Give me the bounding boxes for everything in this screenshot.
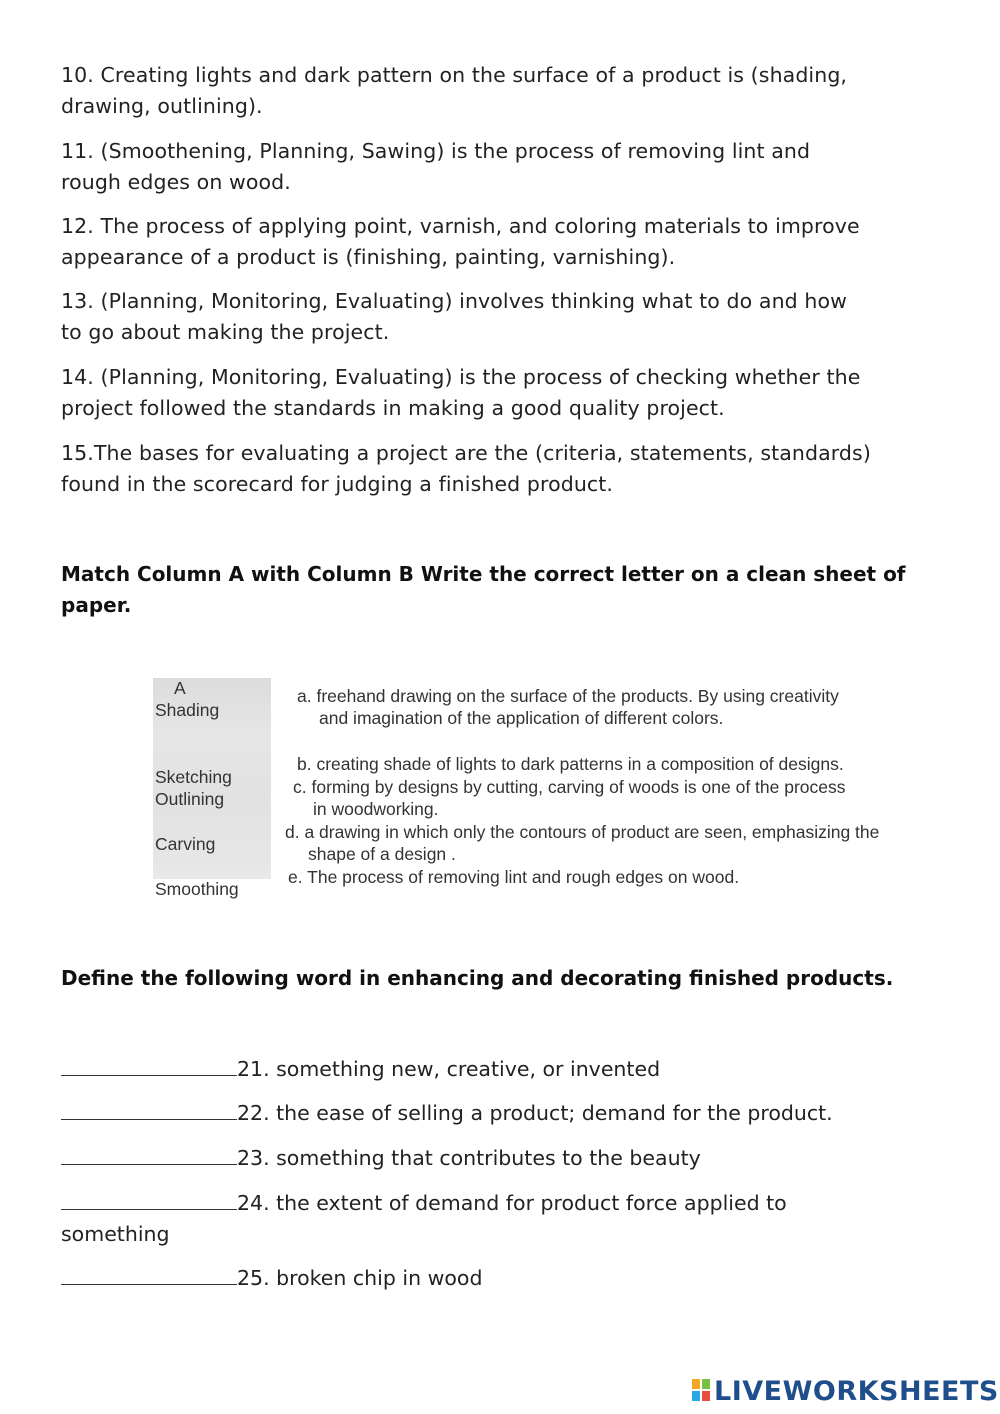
question-12-line2: appearance of a product is (finishing, painting, varnishing). [61, 245, 676, 269]
column-b-item-d [285, 821, 879, 865]
liveworksheets-logo [692, 1373, 999, 1409]
definition-item-24 [61, 1187, 941, 1250]
definition-text-24: 24. the extent of demand for product force applied to [237, 1191, 787, 1215]
column-a-item-smoothing: Smoothing [155, 879, 239, 899]
question-15-line1: 15.The bases for evaluating a project are the (criteria, statements, standards) [61, 441, 871, 465]
question-14-line2: project followed the standards in making a good quality project. [61, 396, 725, 420]
column-b-item-c-line1: c. forming by designs by cutting, carving of woods is one of the process [293, 777, 846, 797]
column-a-item-shading: Shading [155, 700, 220, 720]
column-b-item-d-line1: d. a drawing in which only the contours of product are seen, emphasizing the [285, 822, 880, 842]
column-a-item-sketching: Sketching [155, 767, 232, 787]
question-13-line2: to go about making the project. [61, 320, 390, 344]
column-b-item-b [297, 753, 844, 775]
column-b-item-a-line1: a. freehand drawing on the surface of the products. By using creativity [297, 686, 839, 706]
matching-table [150, 672, 980, 907]
answer-blank-24[interactable] [61, 1187, 237, 1210]
question-11-line2: rough edges on wood. [61, 170, 291, 194]
definition-item-21 [61, 1053, 941, 1085]
liveworksheets-logo-icon [692, 1379, 712, 1403]
question-11 [61, 136, 951, 198]
definition-text-24-continuation: something [61, 1222, 170, 1246]
question-11-line1: 11. (Smoothening, Planning, Sawing) is the process of removing lint and [61, 139, 811, 163]
column-b-item-b-line1: b. creating shade of lights to dark patterns in a composition of designs. [297, 754, 844, 774]
column-a-item-carving: Carving [155, 834, 216, 854]
column-a-header: A [174, 678, 186, 698]
column-b-item-c [293, 776, 846, 820]
definition-text-22: 22. the ease of selling a product; demand for the product. [237, 1101, 833, 1125]
column-a-item-outlining: Outlining [155, 789, 225, 809]
answer-blank-25[interactable] [61, 1262, 237, 1285]
match-instruction-line2: paper. [61, 593, 132, 617]
column-b-item-a-line2: and imagination of the application of different colors. [319, 708, 724, 728]
question-15-line2: found in the scorecard for judging a finished product. [61, 472, 614, 496]
definition-text-25: 25. broken chip in wood [237, 1266, 483, 1290]
question-10 [61, 60, 951, 122]
definition-item-23 [61, 1142, 941, 1174]
liveworksheets-logo-text: LIVEWORKSHEETS [714, 1375, 999, 1407]
question-10-line1: 10. Creating lights and dark pattern on the surface of a product is (shading, [61, 63, 848, 87]
question-14-line1: 14. (Planning, Monitoring, Evaluating) is the process of checking whether the [61, 365, 861, 389]
answer-blank-22[interactable] [61, 1097, 237, 1120]
question-12-line1: 12. The process of applying point, varnish, and coloring materials to improve [61, 214, 860, 238]
definition-item-25 [61, 1262, 941, 1294]
column-b-item-c-line2: in woodworking. [313, 799, 439, 819]
column-b-item-e-line1: e. The process of removing lint and rough edges on wood. [288, 867, 740, 887]
definition-item-22 [61, 1097, 941, 1129]
answer-blank-23[interactable] [61, 1142, 237, 1165]
question-14 [61, 362, 951, 424]
answer-blank-21[interactable] [61, 1053, 237, 1076]
question-10-line2: drawing, outlining). [61, 94, 263, 118]
column-b-item-a [297, 685, 839, 729]
definition-text-21: 21. something new, creative, or invented [237, 1057, 661, 1081]
question-13 [61, 286, 951, 348]
question-13-line1: 13. (Planning, Monitoring, Evaluating) involves thinking what to do and how [61, 289, 847, 313]
match-instruction-line1: Match Column A with Column B Write the correct letter on a clean sheet of [61, 562, 906, 586]
column-b-item-e [288, 866, 739, 888]
definition-text-23: 23. something that contributes to the beauty [237, 1146, 701, 1170]
match-instruction [61, 559, 941, 621]
define-instruction: Define the following word in enhancing and decorating finished products. [61, 966, 894, 990]
question-12 [61, 211, 951, 273]
question-15 [61, 438, 951, 500]
column-b-item-d-line2: shape of a design . [308, 844, 456, 864]
